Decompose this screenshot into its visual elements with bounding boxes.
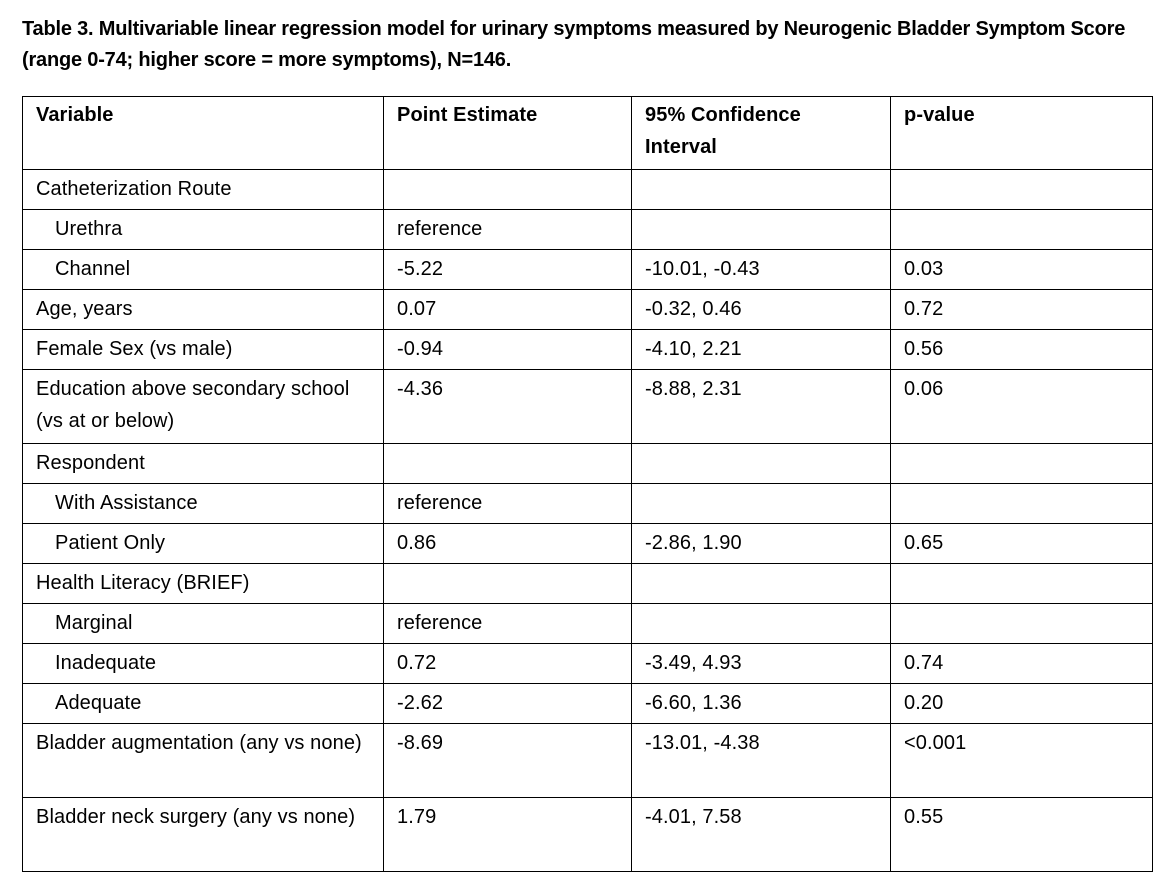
table-row bbox=[23, 290, 1153, 330]
table-row bbox=[23, 684, 1153, 724]
cell-p bbox=[891, 210, 1153, 250]
cell-ci: -8.88, 2.31 bbox=[632, 370, 891, 444]
cell-estimate: reference bbox=[384, 604, 632, 644]
header-variable: Variable bbox=[23, 97, 384, 170]
cell-estimate bbox=[384, 170, 632, 210]
cell-p: 0.06 bbox=[891, 370, 1153, 444]
cell-p bbox=[891, 170, 1153, 210]
cell-estimate: reference bbox=[384, 484, 632, 524]
table-row bbox=[23, 330, 1153, 370]
cell-estimate: -0.94 bbox=[384, 330, 632, 370]
cell-variable: Adequate bbox=[23, 684, 384, 724]
cell-estimate: -2.62 bbox=[384, 684, 632, 724]
table-row bbox=[23, 798, 1153, 872]
cell-variable: Respondent bbox=[23, 444, 384, 484]
table-row bbox=[23, 250, 1153, 290]
cell-ci bbox=[632, 604, 891, 644]
cell-estimate: -5.22 bbox=[384, 250, 632, 290]
cell-variable: Education above secondary school (vs at or below) bbox=[23, 370, 384, 444]
cell-variable: Urethra bbox=[23, 210, 384, 250]
table-row bbox=[23, 210, 1153, 250]
cell-p bbox=[891, 564, 1153, 604]
cell-ci bbox=[632, 484, 891, 524]
cell-p: 0.20 bbox=[891, 684, 1153, 724]
cell-p: <0.001 bbox=[891, 724, 1153, 798]
table-row bbox=[23, 564, 1153, 604]
cell-ci: -4.01, 7.58 bbox=[632, 798, 891, 872]
cell-ci: -6.60, 1.36 bbox=[632, 684, 891, 724]
cell-variable: Catheterization Route bbox=[23, 170, 384, 210]
cell-estimate: -4.36 bbox=[384, 370, 632, 444]
cell-p: 0.74 bbox=[891, 644, 1153, 684]
cell-variable: With Assistance bbox=[23, 484, 384, 524]
cell-ci bbox=[632, 564, 891, 604]
cell-ci bbox=[632, 170, 891, 210]
cell-estimate: -8.69 bbox=[384, 724, 632, 798]
cell-variable: Health Literacy (BRIEF) bbox=[23, 564, 384, 604]
cell-p bbox=[891, 444, 1153, 484]
cell-p: 0.55 bbox=[891, 798, 1153, 872]
table-caption: Table 3. Multivariable linear regression model for urinary symptoms measured by Neurogenic Bladder Symptom Score (range 0-74; higher score = more symptoms), N=146. bbox=[22, 18, 1126, 71]
cell-p: 0.56 bbox=[891, 330, 1153, 370]
cell-variable: Marginal bbox=[23, 604, 384, 644]
cell-ci bbox=[632, 210, 891, 250]
table-row bbox=[23, 444, 1153, 484]
cell-ci bbox=[632, 444, 891, 484]
cell-estimate: 0.07 bbox=[384, 290, 632, 330]
cell-variable: Age, years bbox=[23, 290, 384, 330]
cell-ci: -3.49, 4.93 bbox=[632, 644, 891, 684]
table-row bbox=[23, 524, 1153, 564]
header-p-value: p-value bbox=[891, 97, 1153, 170]
table-row bbox=[23, 370, 1153, 444]
table-row bbox=[23, 724, 1153, 798]
cell-variable: Bladder augmentation (any vs none) bbox=[23, 724, 384, 798]
cell-p: 0.03 bbox=[891, 250, 1153, 290]
table-row bbox=[23, 170, 1153, 210]
cell-ci: -10.01, -0.43 bbox=[632, 250, 891, 290]
cell-estimate: 1.79 bbox=[384, 798, 632, 872]
cell-variable: Patient Only bbox=[23, 524, 384, 564]
cell-p bbox=[891, 604, 1153, 644]
cell-ci: -13.01, -4.38 bbox=[632, 724, 891, 798]
cell-ci: -0.32, 0.46 bbox=[632, 290, 891, 330]
cell-variable: Female Sex (vs male) bbox=[23, 330, 384, 370]
table-row bbox=[23, 484, 1153, 524]
cell-variable: Channel bbox=[23, 250, 384, 290]
cell-estimate: 0.86 bbox=[384, 524, 632, 564]
header-confidence-interval: 95% Confidence Interval bbox=[632, 97, 891, 170]
regression-table bbox=[22, 96, 1153, 872]
cell-variable: Inadequate bbox=[23, 644, 384, 684]
cell-p: 0.72 bbox=[891, 290, 1153, 330]
table-row bbox=[23, 644, 1153, 684]
cell-estimate bbox=[384, 444, 632, 484]
cell-estimate: reference bbox=[384, 210, 632, 250]
cell-estimate bbox=[384, 564, 632, 604]
table-row bbox=[23, 604, 1153, 644]
header-point-estimate: Point Estimate bbox=[384, 97, 632, 170]
cell-p: 0.65 bbox=[891, 524, 1153, 564]
cell-variable: Bladder neck surgery (any vs none) bbox=[23, 798, 384, 872]
cell-estimate: 0.72 bbox=[384, 644, 632, 684]
table-header-row bbox=[23, 97, 1153, 170]
cell-ci: -2.86, 1.90 bbox=[632, 524, 891, 564]
cell-p bbox=[891, 484, 1153, 524]
cell-ci: -4.10, 2.21 bbox=[632, 330, 891, 370]
